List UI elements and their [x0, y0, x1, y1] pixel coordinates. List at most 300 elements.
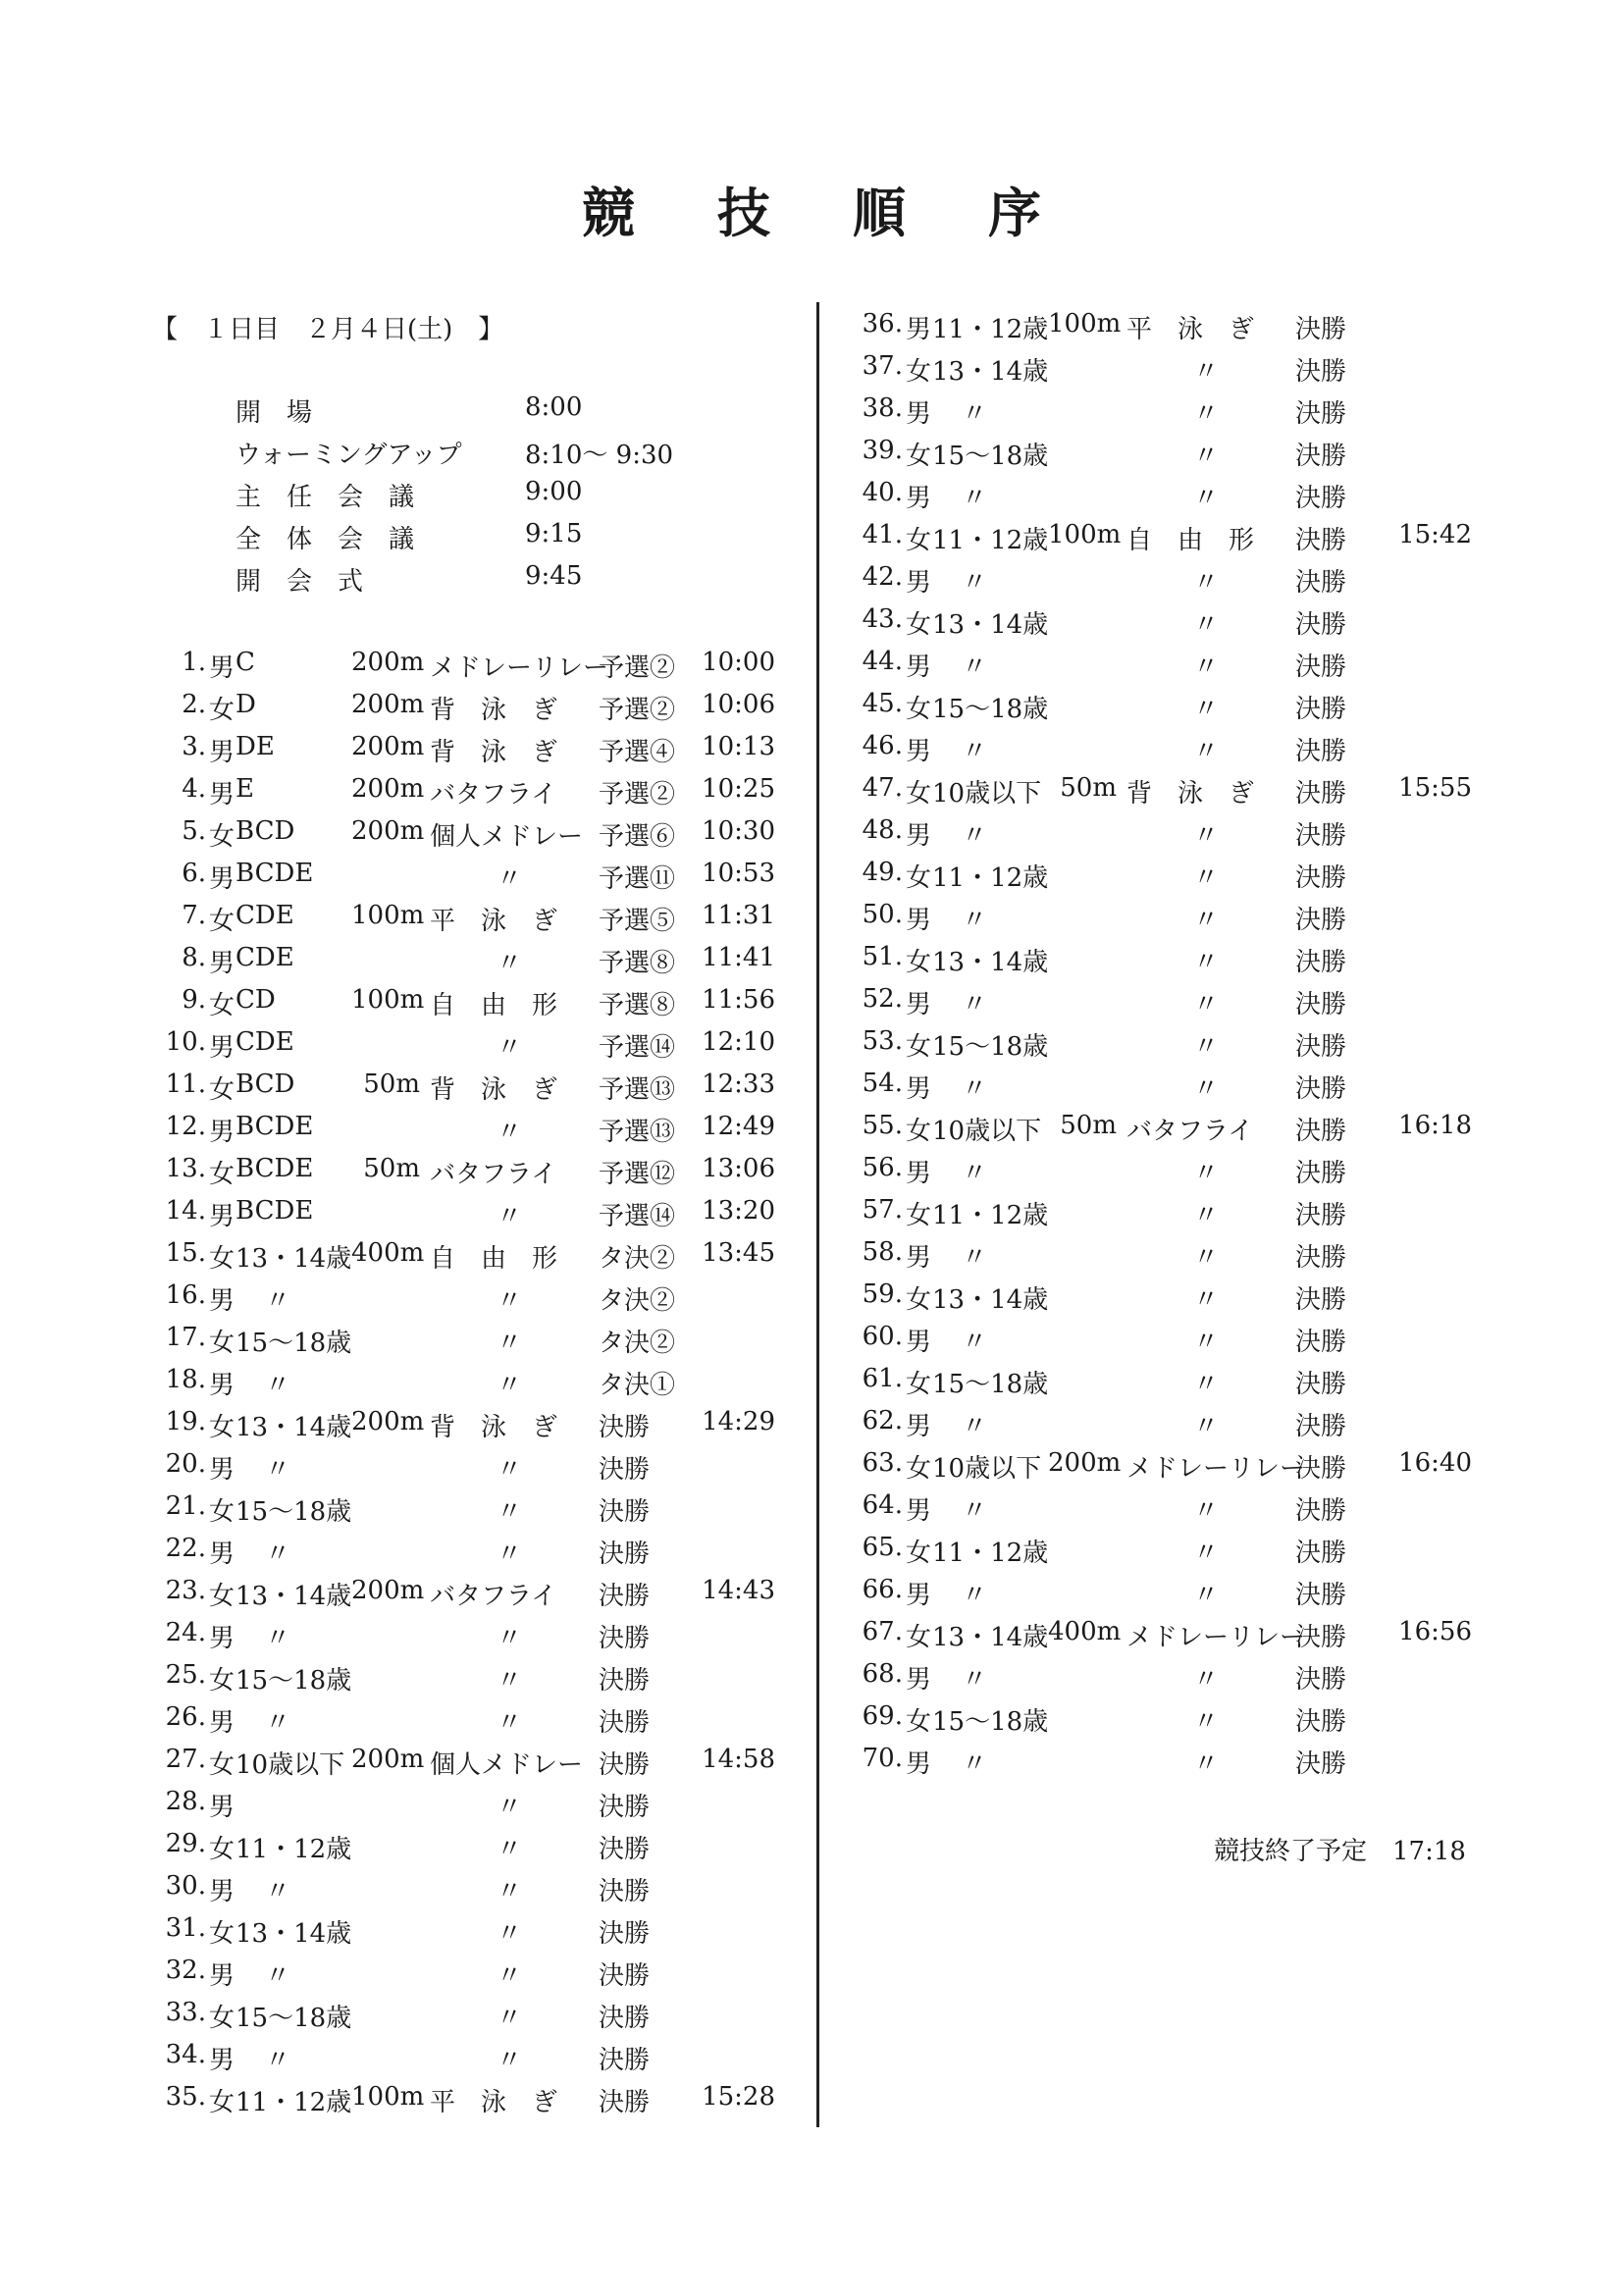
event-time: 15:55 [1398, 773, 1472, 803]
event-sex: 女 [209, 822, 236, 852]
event-class: 13・14歳 [236, 1582, 352, 1611]
event-sex: 男 [906, 652, 932, 682]
event-class: 13・14歳 [236, 1919, 352, 1949]
event-number: 31. [165, 1913, 206, 1943]
event-time: 16:18 [1398, 1111, 1472, 1140]
event-stroke: 平 泳 ぎ [430, 2088, 558, 2117]
event-row [834, 1111, 1501, 1153]
event-number: 30. [165, 1871, 206, 1901]
event-row [834, 1744, 1501, 1786]
event-distance: 200m [351, 774, 425, 804]
event-number: 39. [862, 436, 903, 465]
event-number: 63. [862, 1448, 903, 1478]
event-class: 〃 [962, 1074, 988, 1104]
event-stroke: 〃 [496, 1455, 522, 1485]
event-stroke: 〃 [1192, 863, 1219, 893]
event-sex: 女 [906, 1117, 932, 1146]
event-sex: 女 [906, 1623, 932, 1652]
event-class: 〃 [962, 1412, 988, 1441]
event-row [834, 1195, 1501, 1237]
schedule-row [236, 435, 687, 477]
event-row [137, 1787, 805, 1829]
event-row [834, 942, 1501, 984]
event-stroke: 〃 [496, 1919, 522, 1949]
event-number: 64. [862, 1490, 903, 1520]
event-class: CD [236, 985, 276, 1015]
event-stroke: 〃 [496, 1497, 522, 1527]
event-number: 50. [862, 900, 903, 929]
event-round: 予選⑫ [599, 1160, 676, 1189]
event-sex: 男 [906, 1496, 932, 1526]
event-number: 41. [862, 520, 903, 549]
schedule-label: ウォーミングアップ [236, 441, 462, 470]
event-stroke: 〃 [1192, 484, 1219, 513]
event-round: 予選⑬ [599, 1118, 676, 1147]
event-class: 15〜18歳 [932, 1032, 1049, 1062]
event-row [834, 1659, 1501, 1701]
event-class: 〃 [265, 1539, 291, 1569]
event-distance: 200m [351, 648, 425, 677]
event-row [834, 1069, 1501, 1111]
event-stroke: 〃 [1192, 1285, 1219, 1315]
event-number: 56. [862, 1153, 903, 1182]
event-row [834, 1322, 1501, 1364]
event-number: 7. [182, 901, 206, 930]
event-round: 決勝 [1295, 1074, 1347, 1104]
event-stroke: 〃 [496, 1118, 522, 1147]
event-class: 〃 [962, 906, 988, 935]
event-number: 14. [165, 1196, 206, 1226]
event-stroke: 〃 [1192, 1749, 1219, 1779]
event-number: 62. [862, 1406, 903, 1435]
schedule-time: 9:15 [525, 519, 583, 548]
event-class: 10歳以下 [236, 1750, 345, 1780]
event-round: 決勝 [599, 1539, 651, 1569]
event-time: 15:28 [702, 2082, 775, 2112]
event-distance: 50m [1060, 1111, 1117, 1140]
title-char: 順 [853, 182, 906, 244]
event-sex: 女 [209, 2004, 236, 2033]
event-row [834, 1490, 1501, 1533]
event-row [834, 689, 1501, 731]
event-round: 予選⑥ [599, 822, 676, 852]
event-sex: 女 [209, 696, 236, 725]
event-class: 13・14歳 [236, 1244, 352, 1274]
event-sex: 男 [209, 1877, 236, 1906]
event-stroke: 〃 [496, 1202, 522, 1231]
event-sex: 男 [209, 1118, 236, 1147]
event-round: 決勝 [1295, 1665, 1347, 1695]
event-number: 28. [165, 1787, 206, 1816]
event-class: 〃 [265, 1708, 291, 1738]
event-row [834, 604, 1501, 647]
event-stroke: 〃 [1192, 1412, 1219, 1441]
event-stroke: 〃 [496, 1666, 522, 1696]
event-number: 38. [862, 393, 903, 423]
event-row [137, 774, 805, 816]
event-row [834, 1026, 1501, 1069]
event-round: 決勝 [1295, 1328, 1347, 1357]
event-sex: 男 [906, 1581, 932, 1610]
event-distance: 400m [1048, 1617, 1122, 1646]
event-row [137, 2040, 805, 2082]
event-stroke: 〃 [496, 2046, 522, 2075]
event-sex: 女 [209, 1075, 236, 1105]
event-list-right [834, 309, 1501, 1786]
event-number: 3. [182, 732, 206, 761]
event-time: 10:00 [702, 648, 775, 677]
event-class: BCDE [236, 859, 314, 888]
event-sex: 女 [209, 1244, 236, 1274]
event-stroke: 個人メドレー [430, 1750, 584, 1780]
event-round: 決勝 [1295, 1032, 1347, 1062]
event-round: 決勝 [599, 1708, 651, 1738]
event-time: 11:56 [702, 985, 775, 1015]
event-row [834, 1406, 1501, 1448]
event-round: 決勝 [1295, 484, 1347, 513]
event-round: 予選⑭ [599, 1033, 676, 1063]
event-sex: 男 [209, 1286, 236, 1316]
event-class: CDE [236, 943, 294, 972]
event-number: 9. [182, 985, 206, 1015]
event-sex: 男 [209, 1371, 236, 1400]
event-sex: 女 [209, 1835, 236, 1864]
event-row [834, 393, 1501, 436]
event-distance: 200m [351, 816, 425, 846]
event-stroke: 〃 [496, 1624, 522, 1653]
event-sex: 女 [209, 1329, 236, 1358]
event-number: 70. [862, 1744, 903, 1773]
event-round: 予選⑪ [599, 864, 676, 894]
event-number: 12. [165, 1112, 206, 1141]
event-stroke: 〃 [1192, 1159, 1219, 1188]
event-stroke: 〃 [1192, 1665, 1219, 1695]
event-sex: 女 [209, 907, 236, 936]
event-class: 〃 [962, 1159, 988, 1188]
event-stroke: 〃 [1192, 442, 1219, 471]
event-round: 決勝 [599, 1582, 651, 1611]
event-distance: 200m [1048, 1448, 1122, 1478]
event-number: 21. [165, 1491, 206, 1521]
event-stroke: 〃 [1192, 1539, 1219, 1568]
event-row [834, 1279, 1501, 1322]
schedule-label: 主 任 会 議 [236, 483, 415, 512]
event-row [137, 985, 805, 1027]
event-row [137, 1365, 805, 1407]
event-class: E [236, 774, 254, 804]
event-number: 58. [862, 1237, 903, 1267]
event-sex: 男 [906, 1243, 932, 1273]
event-round: 決勝 [599, 1413, 651, 1442]
event-number: 59. [862, 1279, 903, 1309]
event-class: BCD [236, 816, 295, 846]
event-row [137, 1449, 805, 1491]
schedule-label: 全 体 会 議 [236, 525, 415, 554]
event-sex: 男 [209, 864, 236, 894]
event-sex: 男 [209, 653, 236, 683]
event-class: 13・14歳 [932, 610, 1049, 640]
event-row [834, 1701, 1501, 1744]
event-stroke: 〃 [1192, 1201, 1219, 1230]
event-class: 10歳以下 [932, 1454, 1042, 1484]
event-number: 26. [165, 1702, 206, 1732]
event-stroke: メドレーリレー [1126, 1623, 1306, 1652]
event-row [834, 1448, 1501, 1490]
event-round: 決勝 [1295, 1370, 1347, 1399]
schedule-time: 9:45 [525, 561, 583, 591]
event-number: 2. [182, 690, 206, 719]
event-row [137, 1829, 805, 1871]
event-sex: 女 [906, 357, 932, 387]
event-row [834, 351, 1501, 393]
event-stroke: 〃 [1192, 737, 1219, 766]
event-number: 18. [165, 1365, 206, 1394]
event-row [137, 1491, 805, 1534]
event-number: 69. [862, 1701, 903, 1731]
event-class: 11・12歳 [932, 526, 1049, 555]
event-stroke: 〃 [496, 1329, 522, 1358]
event-row [137, 1154, 805, 1196]
event-class: C [236, 648, 255, 677]
event-stroke: 背 泳 ぎ [1126, 779, 1255, 809]
event-round: 決勝 [1295, 737, 1347, 766]
event-stroke: 背 泳 ぎ [430, 1075, 558, 1105]
event-round: 予選④ [599, 738, 676, 767]
event-number: 34. [165, 2040, 206, 2069]
event-row [137, 1956, 805, 1998]
event-number: 55. [862, 1111, 903, 1140]
event-number: 20. [165, 1449, 206, 1479]
schedule-row [236, 392, 687, 435]
event-round: タ決② [599, 1244, 676, 1274]
event-stroke: 〃 [496, 1371, 522, 1400]
event-sex: 男 [209, 1624, 236, 1653]
event-time: 16:56 [1398, 1617, 1472, 1646]
event-time: 11:31 [702, 901, 775, 930]
event-time: 14:43 [702, 1576, 775, 1605]
event-sex: 男 [906, 568, 932, 598]
event-number: 1. [182, 648, 206, 677]
event-number: 11. [165, 1070, 206, 1099]
event-stroke: 〃 [1192, 821, 1219, 851]
event-sex: 女 [209, 1413, 236, 1442]
event-sex: 女 [906, 526, 932, 555]
event-round: 決勝 [1295, 1454, 1347, 1484]
opening-schedule [236, 392, 687, 603]
event-class: 〃 [962, 568, 988, 598]
event-stroke: 〃 [496, 1877, 522, 1906]
event-time: 10:53 [702, 859, 775, 888]
event-row [834, 1617, 1501, 1659]
event-row [137, 943, 805, 985]
event-class: 13・14歳 [932, 1623, 1049, 1652]
event-round: 決勝 [1295, 990, 1347, 1019]
event-stroke: 〃 [1192, 1707, 1219, 1737]
event-number: 13. [165, 1154, 206, 1183]
event-number: 10. [165, 1027, 206, 1057]
event-number: 40. [862, 478, 903, 507]
event-stroke: 〃 [1192, 990, 1219, 1019]
event-sex: 男 [906, 821, 932, 851]
event-sex: 女 [906, 779, 932, 809]
event-stroke: 〃 [1192, 1581, 1219, 1610]
event-class: 〃 [265, 1455, 291, 1485]
event-number: 66. [862, 1575, 903, 1604]
event-round: 予選⑬ [599, 1075, 676, 1105]
event-sex: 女 [209, 1160, 236, 1189]
schedule-time: 8:00 [525, 392, 583, 422]
event-number: 15. [165, 1238, 206, 1268]
event-class: 〃 [265, 1624, 291, 1653]
event-sex: 女 [906, 863, 932, 893]
event-round: 決勝 [599, 1497, 651, 1527]
event-class: 15〜18歳 [236, 1497, 352, 1527]
event-row [834, 1153, 1501, 1195]
event-stroke: 〃 [496, 949, 522, 978]
event-stroke: バタフライ [430, 780, 557, 809]
event-sex: 女 [906, 1370, 932, 1399]
event-number: 6. [182, 859, 206, 888]
event-row [834, 1364, 1501, 1406]
event-stroke: 〃 [1192, 568, 1219, 598]
event-class: 〃 [962, 1581, 988, 1610]
event-row [137, 1112, 805, 1154]
event-row [137, 1745, 805, 1787]
event-row [834, 436, 1501, 478]
event-stroke: 〃 [496, 1961, 522, 1991]
event-sex: 女 [906, 695, 932, 724]
event-row [834, 647, 1501, 689]
event-number: 49. [862, 858, 903, 887]
event-number: 17. [165, 1323, 206, 1352]
event-number: 29. [165, 1829, 206, 1858]
event-distance: 200m [351, 1745, 425, 1774]
event-distance: 100m [351, 2082, 425, 2112]
event-row [834, 984, 1501, 1026]
event-round: 決勝 [1295, 1749, 1347, 1779]
event-stroke: 〃 [496, 864, 522, 894]
event-class: 15〜18歳 [932, 1707, 1049, 1737]
event-class: 11・12歳 [932, 863, 1049, 893]
event-row [834, 731, 1501, 773]
event-round: 決勝 [1295, 948, 1347, 977]
event-row [834, 478, 1501, 520]
event-number: 5. [182, 816, 206, 846]
title-char: 序 [988, 182, 1041, 244]
event-sex: 男 [209, 780, 236, 809]
event-stroke: 自 由 形 [430, 1244, 558, 1274]
event-row [137, 1070, 805, 1112]
event-row [834, 815, 1501, 858]
event-time: 12:10 [702, 1027, 775, 1057]
event-stroke: 背 泳 ぎ [430, 696, 558, 725]
event-round: タ決② [599, 1286, 676, 1316]
event-round: 決勝 [1295, 1539, 1347, 1568]
event-number: 51. [862, 942, 903, 971]
event-row [834, 773, 1501, 815]
event-row [137, 1998, 805, 2040]
event-stroke: メドレーリレー [430, 653, 609, 683]
event-class: 10歳以下 [932, 779, 1042, 809]
event-sex: 男 [906, 1665, 932, 1695]
event-round: 決勝 [1295, 1581, 1347, 1610]
event-time: 14:29 [702, 1407, 775, 1436]
event-row [137, 1702, 805, 1745]
event-distance: 100m [351, 901, 425, 930]
event-number: 54. [862, 1069, 903, 1098]
event-class: DE [236, 732, 275, 761]
event-round: 決勝 [599, 2004, 651, 2033]
event-stroke: 〃 [496, 1539, 522, 1569]
event-time: 10:30 [702, 816, 775, 846]
event-class: 13・14歳 [236, 1413, 352, 1442]
schedule-row [236, 561, 687, 603]
event-time: 14:58 [702, 1745, 775, 1774]
event-class: BCD [236, 1070, 295, 1099]
event-number: 8. [182, 943, 206, 972]
event-class: 15〜18歳 [932, 695, 1049, 724]
page-title [0, 172, 1623, 247]
event-stroke: 〃 [1192, 695, 1219, 724]
event-number: 23. [165, 1576, 206, 1605]
event-round: 予選⑭ [599, 1202, 676, 1231]
event-row [834, 1575, 1501, 1617]
event-sex: 女 [209, 1666, 236, 1696]
event-class: 〃 [265, 2046, 291, 2075]
event-number: 27. [165, 1745, 206, 1774]
event-number: 33. [165, 1998, 206, 2027]
event-row [137, 1027, 805, 1070]
event-row [834, 1533, 1501, 1575]
event-number: 65. [862, 1533, 903, 1562]
event-class: 〃 [962, 1328, 988, 1357]
event-time: 10:25 [702, 774, 775, 804]
event-distance: 100m [1048, 520, 1122, 549]
event-time: 15:42 [1398, 520, 1472, 549]
event-class: BCDE [236, 1112, 314, 1141]
event-class: 〃 [962, 652, 988, 682]
event-round: 決勝 [1295, 357, 1347, 387]
event-sex: 女 [209, 2088, 236, 2117]
event-sex: 女 [906, 1201, 932, 1230]
event-class: 10歳以下 [932, 1117, 1042, 1146]
event-sex: 女 [209, 1750, 236, 1780]
event-sex: 女 [906, 1285, 932, 1315]
event-row [137, 1913, 805, 1956]
event-row [137, 901, 805, 943]
event-class: 15〜18歳 [932, 442, 1049, 471]
event-number: 60. [862, 1322, 903, 1351]
event-row [137, 816, 805, 859]
event-sex: 男 [209, 1033, 236, 1063]
event-round: 決勝 [1295, 906, 1347, 935]
event-round: 決勝 [1295, 1707, 1347, 1737]
event-distance: 100m [351, 985, 425, 1015]
event-stroke: 〃 [496, 1033, 522, 1063]
event-number: 57. [862, 1195, 903, 1225]
event-number: 16. [165, 1280, 206, 1310]
event-class: BCDE [236, 1196, 314, 1226]
event-number: 35. [165, 2082, 206, 2112]
event-round: 決勝 [599, 1835, 651, 1864]
event-number: 44. [862, 647, 903, 676]
event-number: 19. [165, 1407, 206, 1436]
event-round: 決勝 [599, 1919, 651, 1949]
event-class: 〃 [265, 1371, 291, 1400]
event-number: 67. [862, 1617, 903, 1646]
event-row [137, 648, 805, 690]
event-class: 〃 [265, 1877, 291, 1906]
